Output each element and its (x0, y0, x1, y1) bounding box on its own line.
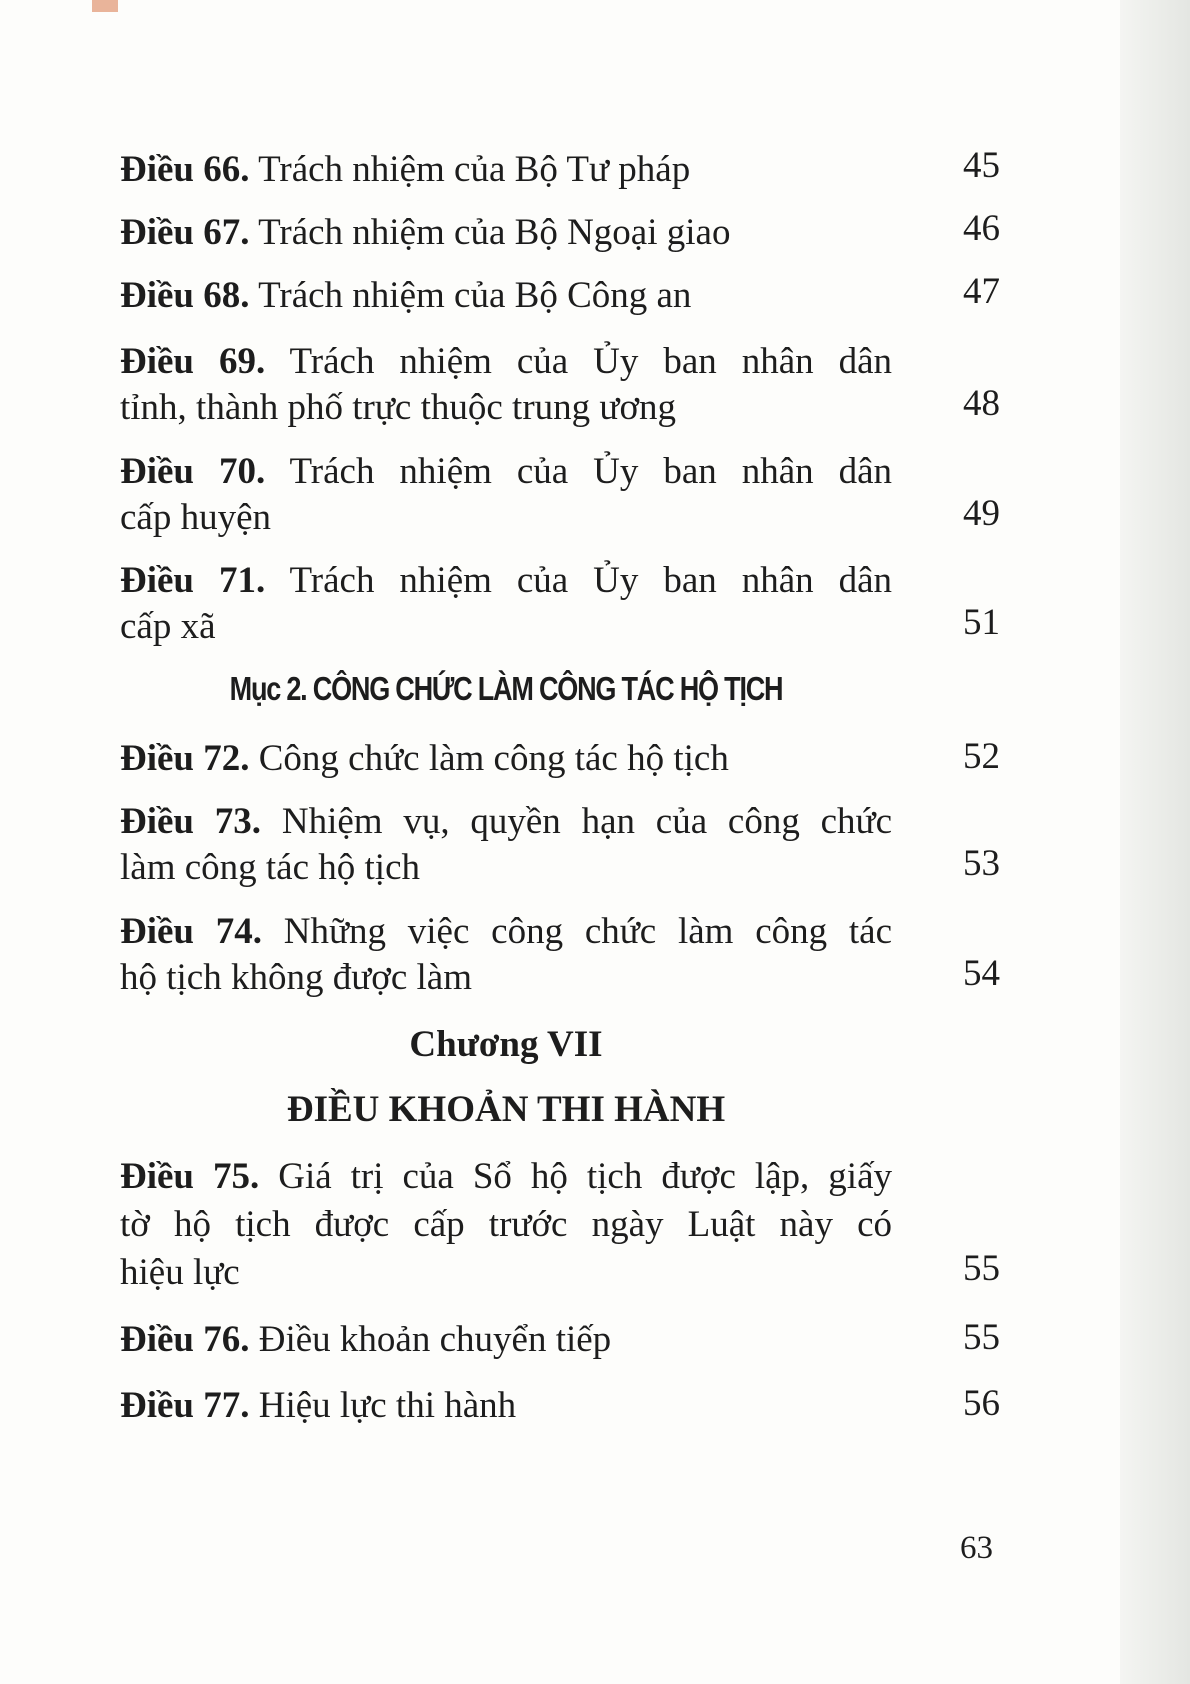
toc-page-number: 49 (963, 493, 1000, 534)
toc-entry-label: Điều 67. (120, 212, 250, 253)
toc-page-number: 47 (963, 271, 1000, 312)
toc-entry-line (120, 737, 729, 780)
toc-entry-line (120, 1384, 516, 1427)
toc-entry-title: Những việc công chức làm công tác (283, 911, 892, 952)
toc-page-number: 46 (963, 208, 1000, 249)
scan-edge (1120, 0, 1190, 1684)
toc-entry-title: Nhiệm vụ, quyền hạn của công chức (281, 801, 893, 842)
toc-entry-line: cấp huyện (120, 497, 272, 538)
toc-entry-title: Trách nhiệm của Bộ Công an (258, 275, 692, 316)
toc-entry-label: Điều 75. (120, 1156, 260, 1197)
toc-entry-line (120, 148, 690, 191)
toc-entry-line (120, 800, 892, 843)
toc-entry-title: Hiệu lực thi hành (258, 1385, 517, 1426)
toc-entry-line: hộ tịch không được làm (120, 957, 473, 998)
toc-entry-title: Điều khoản chuyển tiếp (258, 1319, 612, 1360)
toc-entry-line: làm công tác hộ tịch (120, 847, 421, 888)
toc-entry-label: Điều 74. (120, 911, 262, 952)
toc-page-number: 45 (963, 145, 1000, 186)
corner-mark (92, 0, 118, 12)
toc-entry-label: Điều 72. (120, 738, 250, 779)
toc-entry-label: Điều 71. (120, 560, 266, 601)
toc-entry-title: Trách nhiệm của Bộ Tư pháp (258, 149, 691, 190)
toc-entry-line (120, 1155, 892, 1198)
toc-entry-label: Điều 76. (120, 1319, 250, 1360)
toc-page-number: 55 (963, 1248, 1000, 1289)
toc-entry-title: Trách nhiệm của Bộ Ngoại giao (258, 212, 731, 253)
toc-entry-line: tờ hộ tịch được cấp trước ngày Luật này có (120, 1204, 892, 1245)
toc-page-number: 51 (963, 602, 1000, 643)
toc-entry-label: Điều 77. (120, 1385, 250, 1426)
toc-entry-title: Công chức làm công tác hộ tịch (258, 738, 729, 779)
toc-entry-label: Điều 68. (120, 275, 250, 316)
toc-entry-line: cấp xã (120, 606, 216, 647)
toc-entry-line (120, 274, 691, 317)
toc-entry-label: Điều 73. (120, 801, 262, 842)
toc-entry-line (120, 450, 892, 493)
chapter-number: Chương VII (409, 1024, 603, 1065)
toc-entry-line (120, 559, 892, 602)
toc-entry-line: hiệu lực (120, 1252, 240, 1293)
section-heading: Mục 2. CÔNG CHỨC LÀM CÔNG TÁC HỘ TỊCH (229, 670, 783, 707)
toc-entry-title: Trách nhiệm của Ủy ban nhân dân (289, 560, 892, 601)
toc-entry-line (120, 340, 892, 383)
toc-entry-line (120, 211, 730, 254)
toc-page-number: 48 (963, 383, 1000, 424)
toc-entry-title: Giá trị của Sổ hộ tịch được lập, giấy (278, 1156, 892, 1197)
toc-entry-title: Trách nhiệm của Ủy ban nhân dân (289, 451, 892, 492)
toc-entry-label: Điều 70. (120, 451, 266, 492)
toc-entry-line: tỉnh, thành phố trực thuộc trung ương (120, 387, 677, 428)
toc-entry-title: Trách nhiệm của Ủy ban nhân dân (289, 341, 892, 382)
toc-page-number: 55 (963, 1317, 1000, 1358)
toc-entry-line (120, 910, 892, 953)
page-number: 63 (960, 1530, 993, 1566)
toc-page-number: 56 (963, 1383, 1000, 1424)
toc-page-number: 52 (963, 736, 1000, 777)
toc-page-number: 53 (963, 843, 1000, 884)
toc-entry-line (120, 1318, 611, 1361)
toc-entry-label: Điều 69. (120, 341, 266, 382)
toc-page-number: 54 (963, 953, 1000, 994)
toc-entry-label: Điều 66. (120, 149, 250, 190)
chapter-title: ĐIỀU KHOẢN THI HÀNH (286, 1089, 726, 1130)
